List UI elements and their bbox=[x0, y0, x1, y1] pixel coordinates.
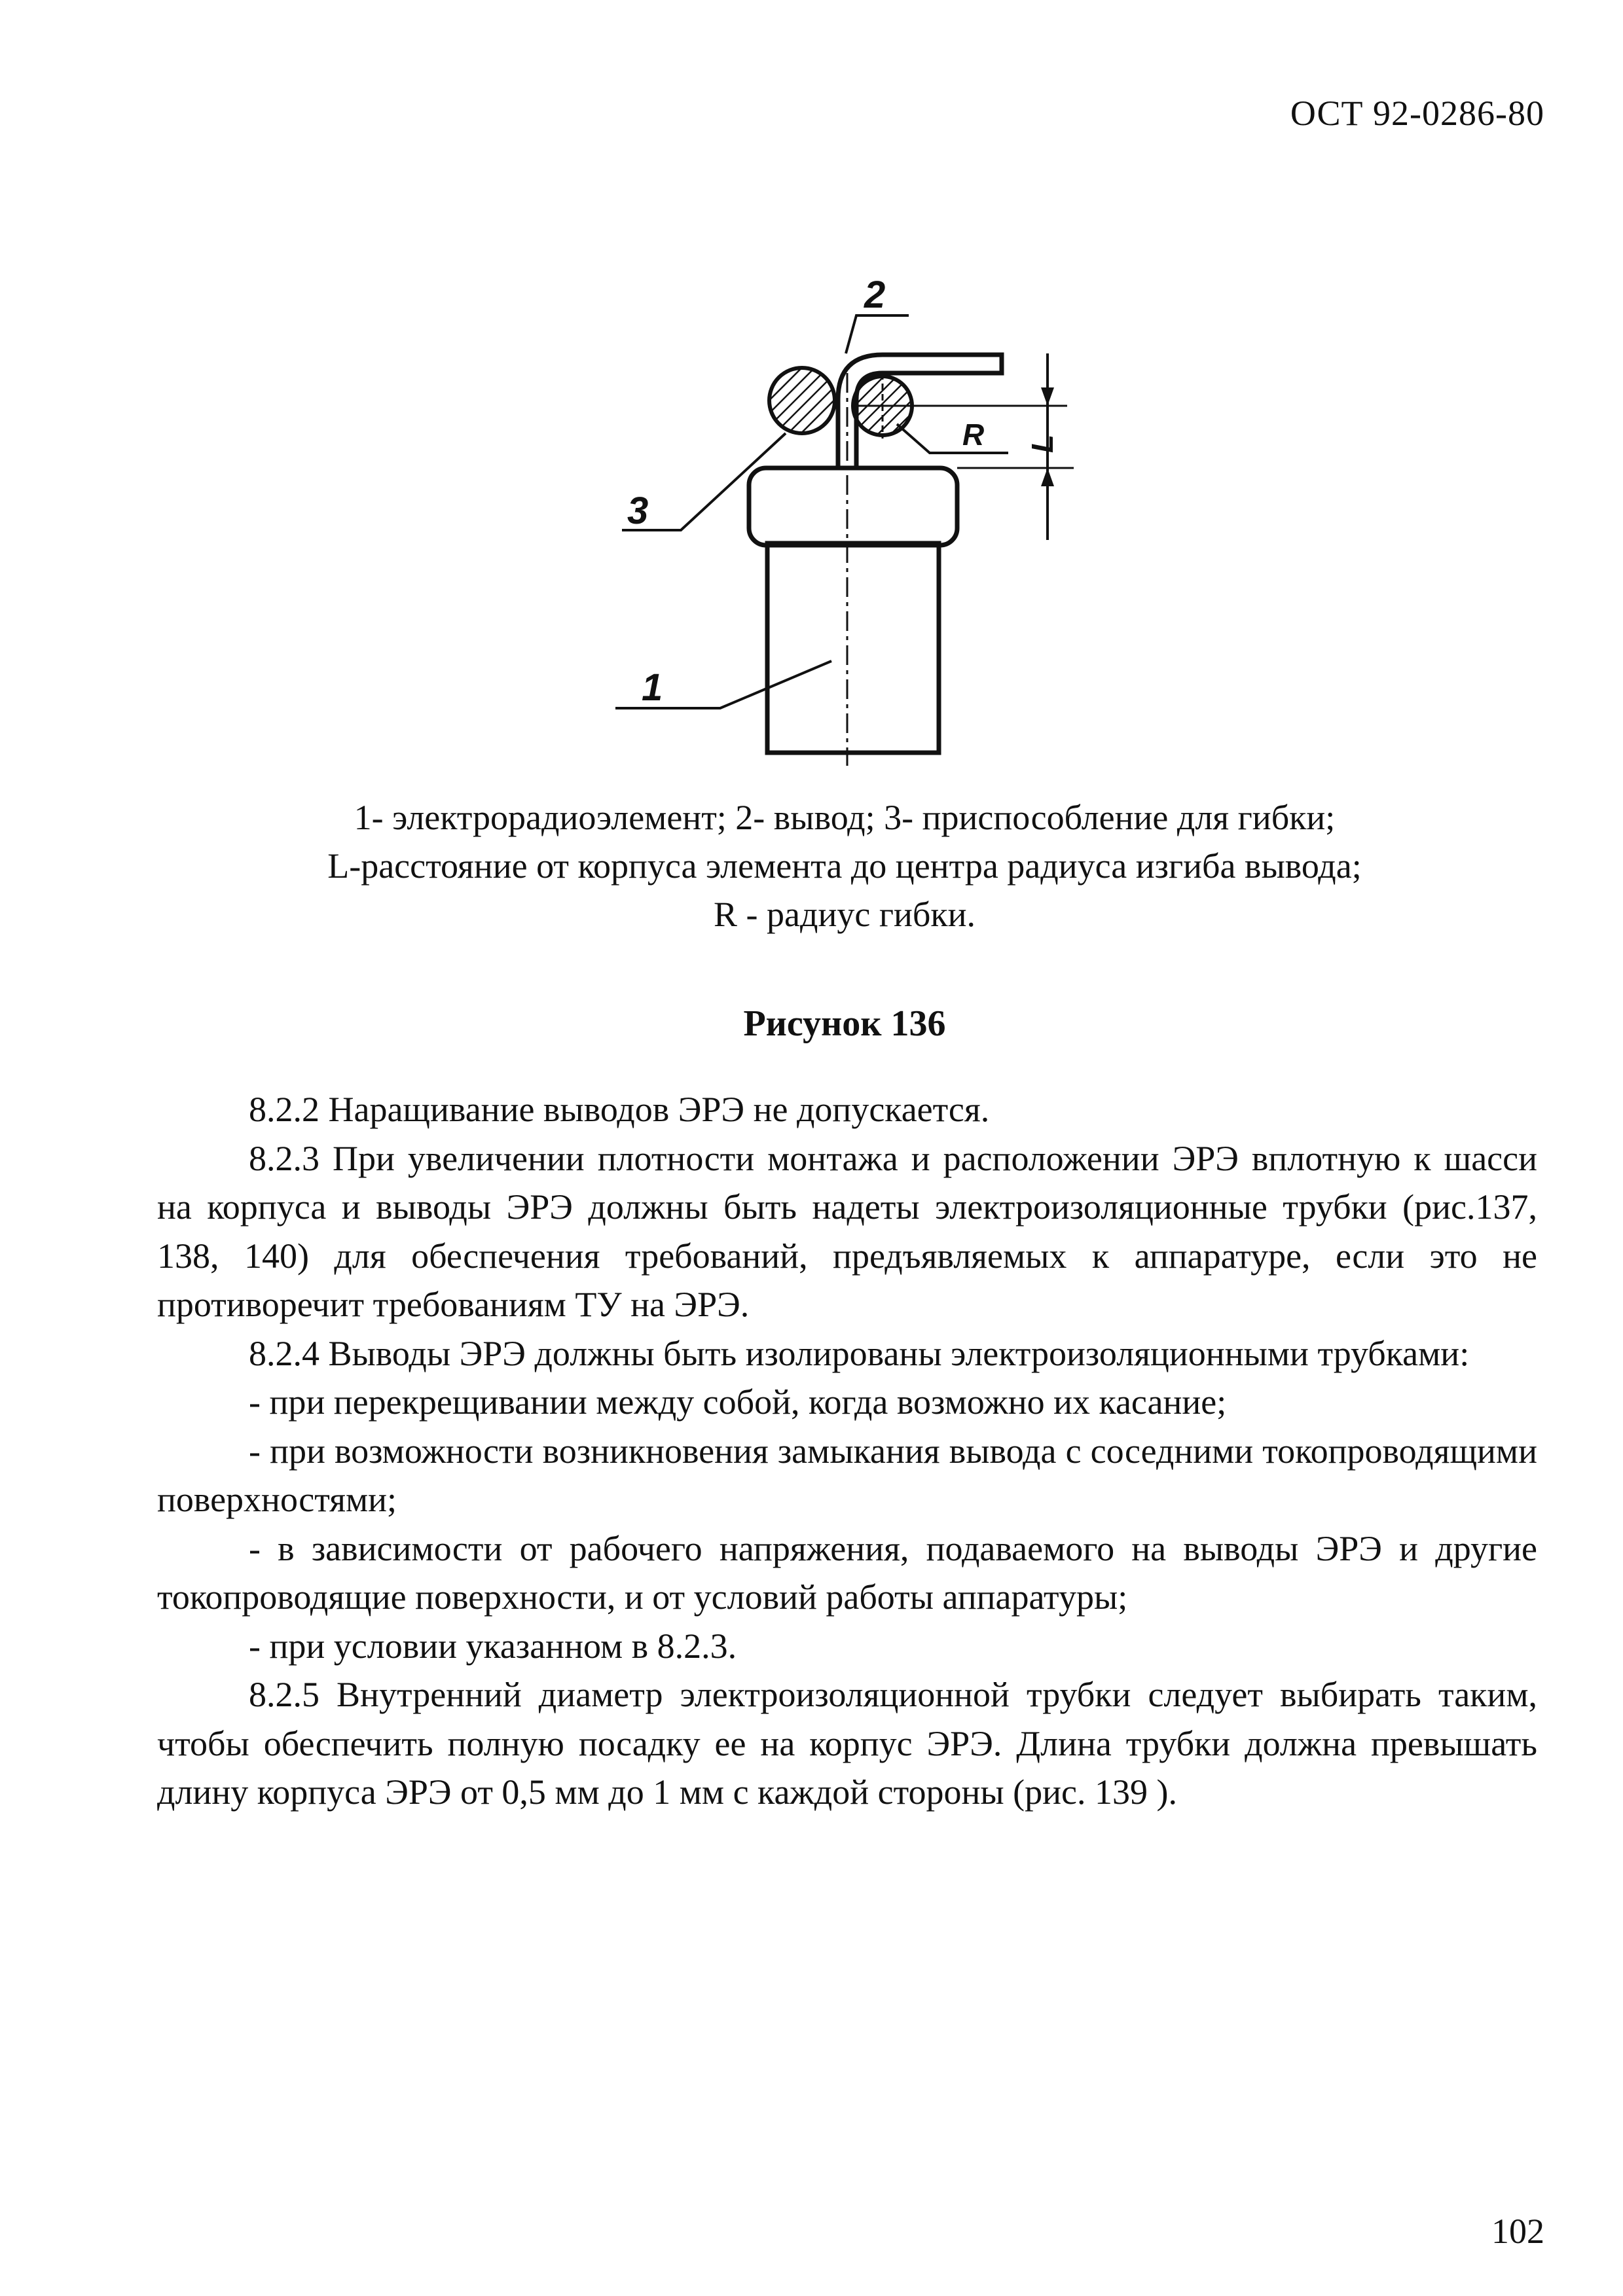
label-3: 3 bbox=[627, 490, 649, 532]
caption-line-1: 1- электрорадиоэлемент; 2- вывод; 3- приспособление для гибки; bbox=[354, 798, 1336, 837]
fixture-roller bbox=[769, 368, 835, 433]
figure-caption bbox=[157, 793, 1532, 939]
label-2: 2 bbox=[864, 274, 886, 316]
caption-line-3: R - радиус гибки. bbox=[714, 895, 976, 934]
paragraph-8-2-3: 8.2.3 При увеличении плотности монтажа и расположении ЭРЭ вплотную к шасси на корпуса и выводы ЭРЭ должны быть надеты электроизоляционные трубки (рис.137, 138, 140) для обеспечения требований, предъявляемых к аппаратуре, если это не противоречит требованиям ТУ на ЭРЭ. bbox=[157, 1138, 1537, 1324]
list-item: - при условии указанном в 8.2.3. bbox=[249, 1626, 737, 1666]
lead-bending-diagram bbox=[589, 242, 1178, 779]
body-text bbox=[157, 1085, 1537, 1817]
document-code: ОСТ 92-0286-80 bbox=[1290, 94, 1544, 133]
label-R: R bbox=[962, 418, 985, 452]
page-number: 102 bbox=[1491, 2212, 1544, 2251]
paragraph-8-2-2: 8.2.2 Наращивание выводов ЭРЭ не допускается. bbox=[249, 1090, 990, 1129]
paragraph-8-2-5: 8.2.5 Внутренний диаметр электроизоляционной трубки следует выбирать таким, чтобы обеспечить полную посадку ее на корпус ЭРЭ. Длина трубки должна превышать длину корпуса ЭРЭ от 0,5 мм до 1 мм с каждой стороны (рис. 139 ). bbox=[157, 1675, 1537, 1812]
paragraph-8-2-4: 8.2.4 Выводы ЭРЭ должны быть изолированы электроизоляционными трубками: bbox=[249, 1333, 1470, 1373]
list-item: - при возможности возникновения замыкания вывода с соседними токопроводящими поверхностями; bbox=[157, 1431, 1537, 1519]
figure-136-drawing bbox=[589, 242, 1178, 779]
list-item: - в зависимости от рабочего напряжения, подаваемого на выводы ЭРЭ и другие токопроводящие поверхности, и от условий работы аппаратуры; bbox=[157, 1528, 1537, 1617]
element-cap bbox=[749, 468, 957, 545]
label-1: 1 bbox=[642, 666, 663, 709]
figure-title: Рисунок 136 bbox=[743, 1003, 946, 1044]
caption-line-2: L-расстояние от корпуса элемента до центра радиуса изгиба вывода; bbox=[327, 846, 1362, 886]
list-item: - при перекрещивании между собой, когда возможно их касание; bbox=[249, 1382, 1227, 1422]
element-body bbox=[767, 543, 939, 753]
label-L: L bbox=[1025, 434, 1059, 453]
